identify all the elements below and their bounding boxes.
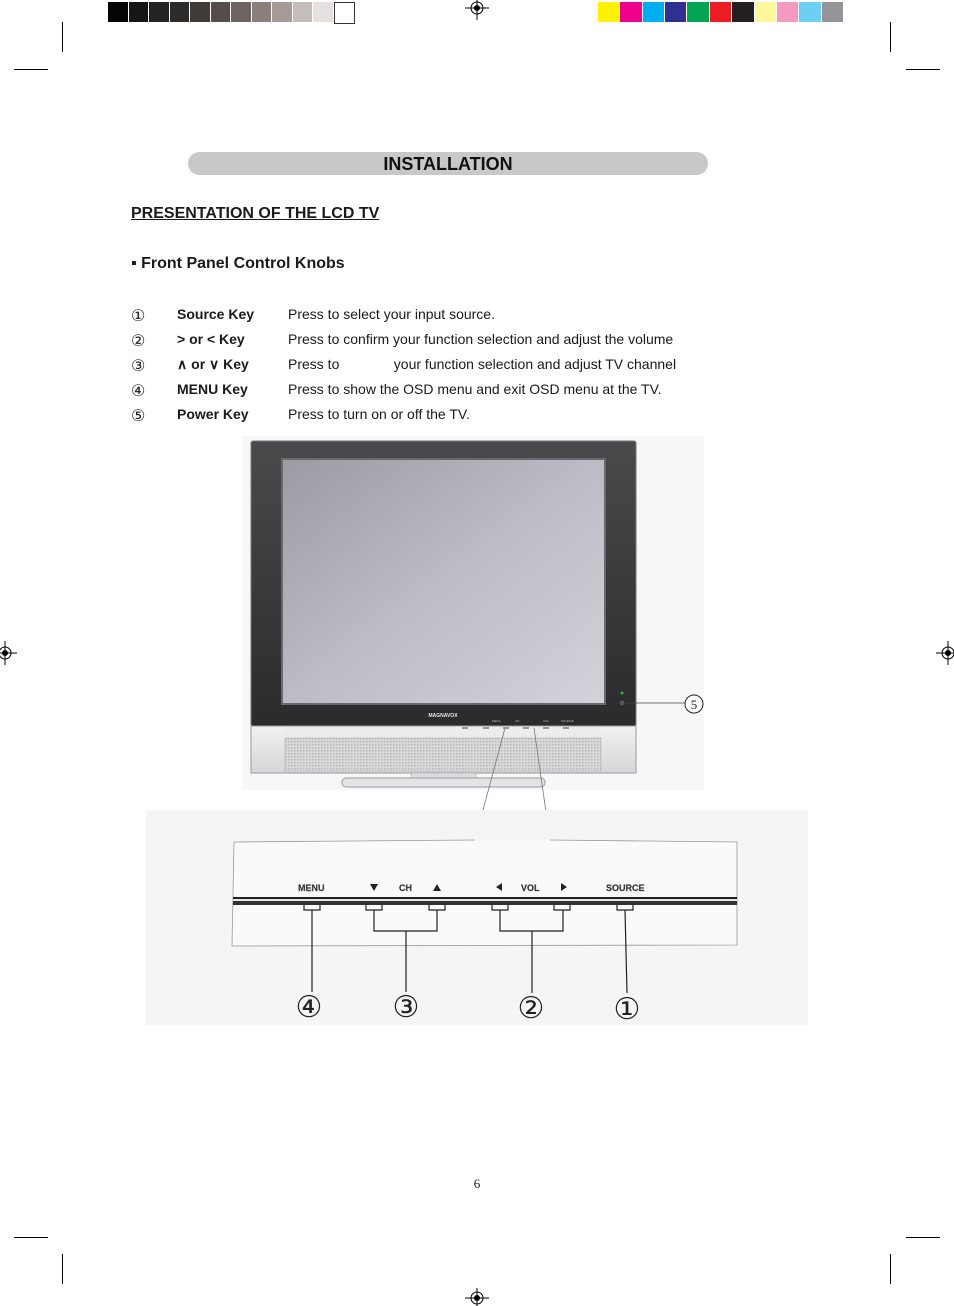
tv-key-label: VOL: [543, 719, 550, 723]
tv-key-label: CH: [515, 719, 520, 723]
callout-number: ①: [613, 993, 641, 1026]
page-number: 6: [473, 1176, 481, 1191]
power-button-icon: [619, 700, 625, 706]
key-name: ∧ or ∨ Key: [177, 356, 249, 372]
tv-key-label: MENU: [492, 719, 501, 723]
callout-number: 5: [690, 697, 698, 712]
tv-key-label: SOURCE: [561, 719, 574, 723]
key-description: Press to show the OSD menu and exit OSD menu at the TV.: [288, 381, 662, 397]
key-description: Press to select your input source.: [288, 306, 495, 322]
section-title: PRESENTATION OF THE LCD TV: [131, 205, 380, 222]
callout-number: ⑤: [131, 408, 146, 425]
panel-key-label: MENU: [298, 883, 325, 893]
key-description: Press to confirm your function selection and adjust the volume: [288, 331, 674, 347]
subheading: ▪ Front Panel Control Knobs: [131, 255, 345, 272]
callout-number: ④: [295, 991, 323, 1024]
key-name: Power Key: [177, 406, 249, 422]
key-description: Press to turn on or off the TV.: [288, 406, 470, 422]
callout-number: ④: [131, 383, 146, 400]
callout-number: ②: [517, 992, 545, 1025]
panel-key-label: VOL: [521, 883, 540, 893]
callout-number: ③: [392, 991, 420, 1024]
speaker-grille: [285, 738, 601, 771]
panel-key-label: SOURCE: [606, 883, 645, 893]
panel-key-label: CH: [399, 883, 412, 893]
tv-brand-label: MAGNAVOX: [428, 713, 458, 719]
key-name: MENU Key: [177, 381, 248, 397]
callout-number: ③: [131, 358, 146, 375]
callout-number: ①: [131, 308, 146, 325]
key-name: > or < Key: [177, 331, 245, 347]
power-led-icon: [621, 692, 624, 695]
tv-screen: [282, 459, 605, 704]
callout-number: ②: [131, 333, 146, 350]
key-description: Press to your function selection and adjust TV channel: [288, 356, 677, 372]
key-name: Source Key: [177, 306, 255, 322]
section-banner: INSTALLATION: [188, 152, 708, 175]
